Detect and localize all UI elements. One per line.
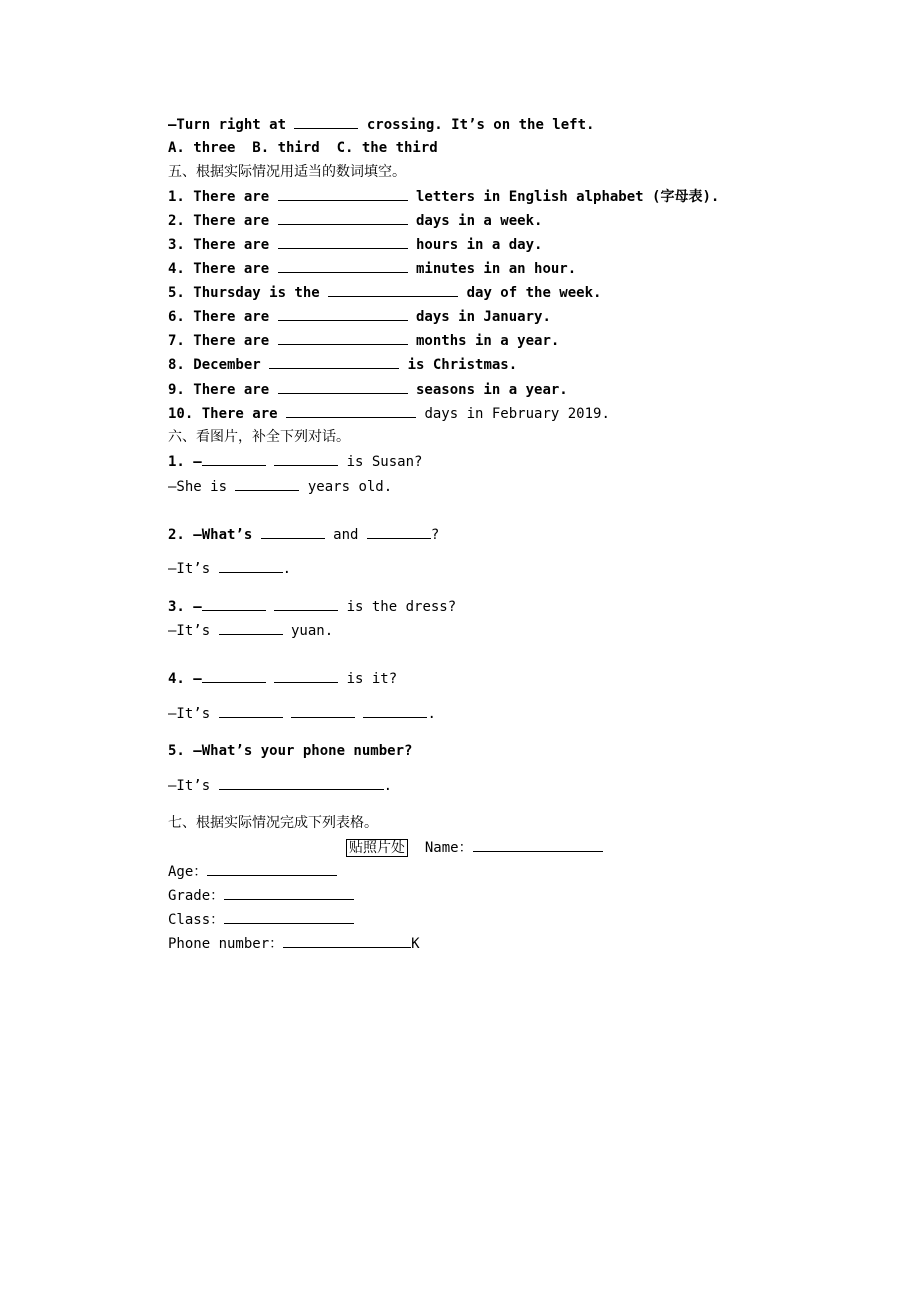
dialogue-2-answer: —It’s . xyxy=(168,558,291,579)
answer-blank[interactable] xyxy=(202,668,266,683)
dialogue-4-question: 4. — is it? xyxy=(168,668,397,689)
class-blank[interactable] xyxy=(224,909,354,924)
dialogue-4-answer: —It’s . xyxy=(168,703,436,724)
fill-item-6: 6. There are days in January. xyxy=(168,306,551,327)
age-row: Age： xyxy=(168,861,337,882)
answer-blank[interactable] xyxy=(274,596,338,611)
answer-blank[interactable] xyxy=(278,330,408,345)
answer-blank[interactable] xyxy=(278,210,408,225)
answer-blank[interactable] xyxy=(235,476,299,491)
fill-item-5: 5. Thursday is the day of the week. xyxy=(168,282,601,303)
answer-blank[interactable] xyxy=(219,775,384,790)
phone-row: Phone number： K xyxy=(168,933,420,954)
fill-item-4: 4. There are minutes in an hour. xyxy=(168,258,576,279)
answer-blank[interactable] xyxy=(278,306,408,321)
fill-item-7: 7. There are months in a year. xyxy=(168,330,559,351)
section-5-heading: 五、根据实际情况用适当的数词填空。 xyxy=(168,164,406,180)
answer-blank[interactable] xyxy=(274,451,338,466)
name-blank[interactable] xyxy=(473,837,603,852)
answer-blank[interactable] xyxy=(363,703,427,718)
answer-blank[interactable] xyxy=(328,282,458,297)
fill-item-9: 9. There are seasons in a year. xyxy=(168,379,568,400)
dialogue-5-question: 5. —What’s your phone number? xyxy=(168,743,413,759)
grade-blank[interactable] xyxy=(224,885,354,900)
answer-blank[interactable] xyxy=(278,186,408,201)
fill-item-2: 2. There are days in a week. xyxy=(168,210,542,231)
fill-item-10: 10. There are days in February 2019. xyxy=(168,403,610,424)
phone-blank[interactable] xyxy=(283,933,411,948)
class-row: Class： xyxy=(168,909,354,930)
fill-item-1: 1. There are letters in English alphabet (字母表). xyxy=(168,186,719,207)
photo-name-row: 贴照片处 Name： xyxy=(346,837,603,858)
dialogue-3-question: 3. — is the dress? xyxy=(168,596,456,617)
answer-blank[interactable] xyxy=(202,596,266,611)
dialogue-3-answer: —It’s yuan. xyxy=(168,620,333,641)
answer-blank[interactable] xyxy=(367,524,431,539)
answer-blank[interactable] xyxy=(278,379,408,394)
grade-row: Grade： xyxy=(168,885,354,906)
answer-blank[interactable] xyxy=(278,234,408,249)
photo-box: 贴照片处 xyxy=(346,839,408,857)
answer-blank[interactable] xyxy=(294,114,358,129)
answer-blank[interactable] xyxy=(291,703,355,718)
section-7-heading: 七、根据实际情况完成下列表格。 xyxy=(168,815,378,831)
answer-options: A. three B. third C. the third xyxy=(168,140,438,156)
dialogue-5-answer: —It’s . xyxy=(168,775,392,796)
answer-blank[interactable] xyxy=(269,354,399,369)
dialogue-2-question: 2. —What’s and ? xyxy=(168,524,439,545)
answer-blank[interactable] xyxy=(286,403,416,418)
dialogue-1-answer: —She is years old. xyxy=(168,476,392,497)
fill-item-8: 8. December is Christmas. xyxy=(168,354,517,375)
section-6-heading: 六、看图片，补全下列对话。 xyxy=(168,429,350,445)
answer-blank[interactable] xyxy=(274,668,338,683)
answer-blank[interactable] xyxy=(219,703,283,718)
dialogue-1-question: 1. — is Susan? xyxy=(168,451,422,472)
answer-blank[interactable] xyxy=(219,620,283,635)
age-blank[interactable] xyxy=(207,861,337,876)
answer-blank[interactable] xyxy=(202,451,266,466)
answer-blank[interactable] xyxy=(219,558,283,573)
answer-blank[interactable] xyxy=(261,524,325,539)
question-line: —Turn right at crossing. It’s on the left. xyxy=(168,114,594,135)
fill-item-3: 3. There are hours in a day. xyxy=(168,234,542,255)
answer-blank[interactable] xyxy=(278,258,408,273)
